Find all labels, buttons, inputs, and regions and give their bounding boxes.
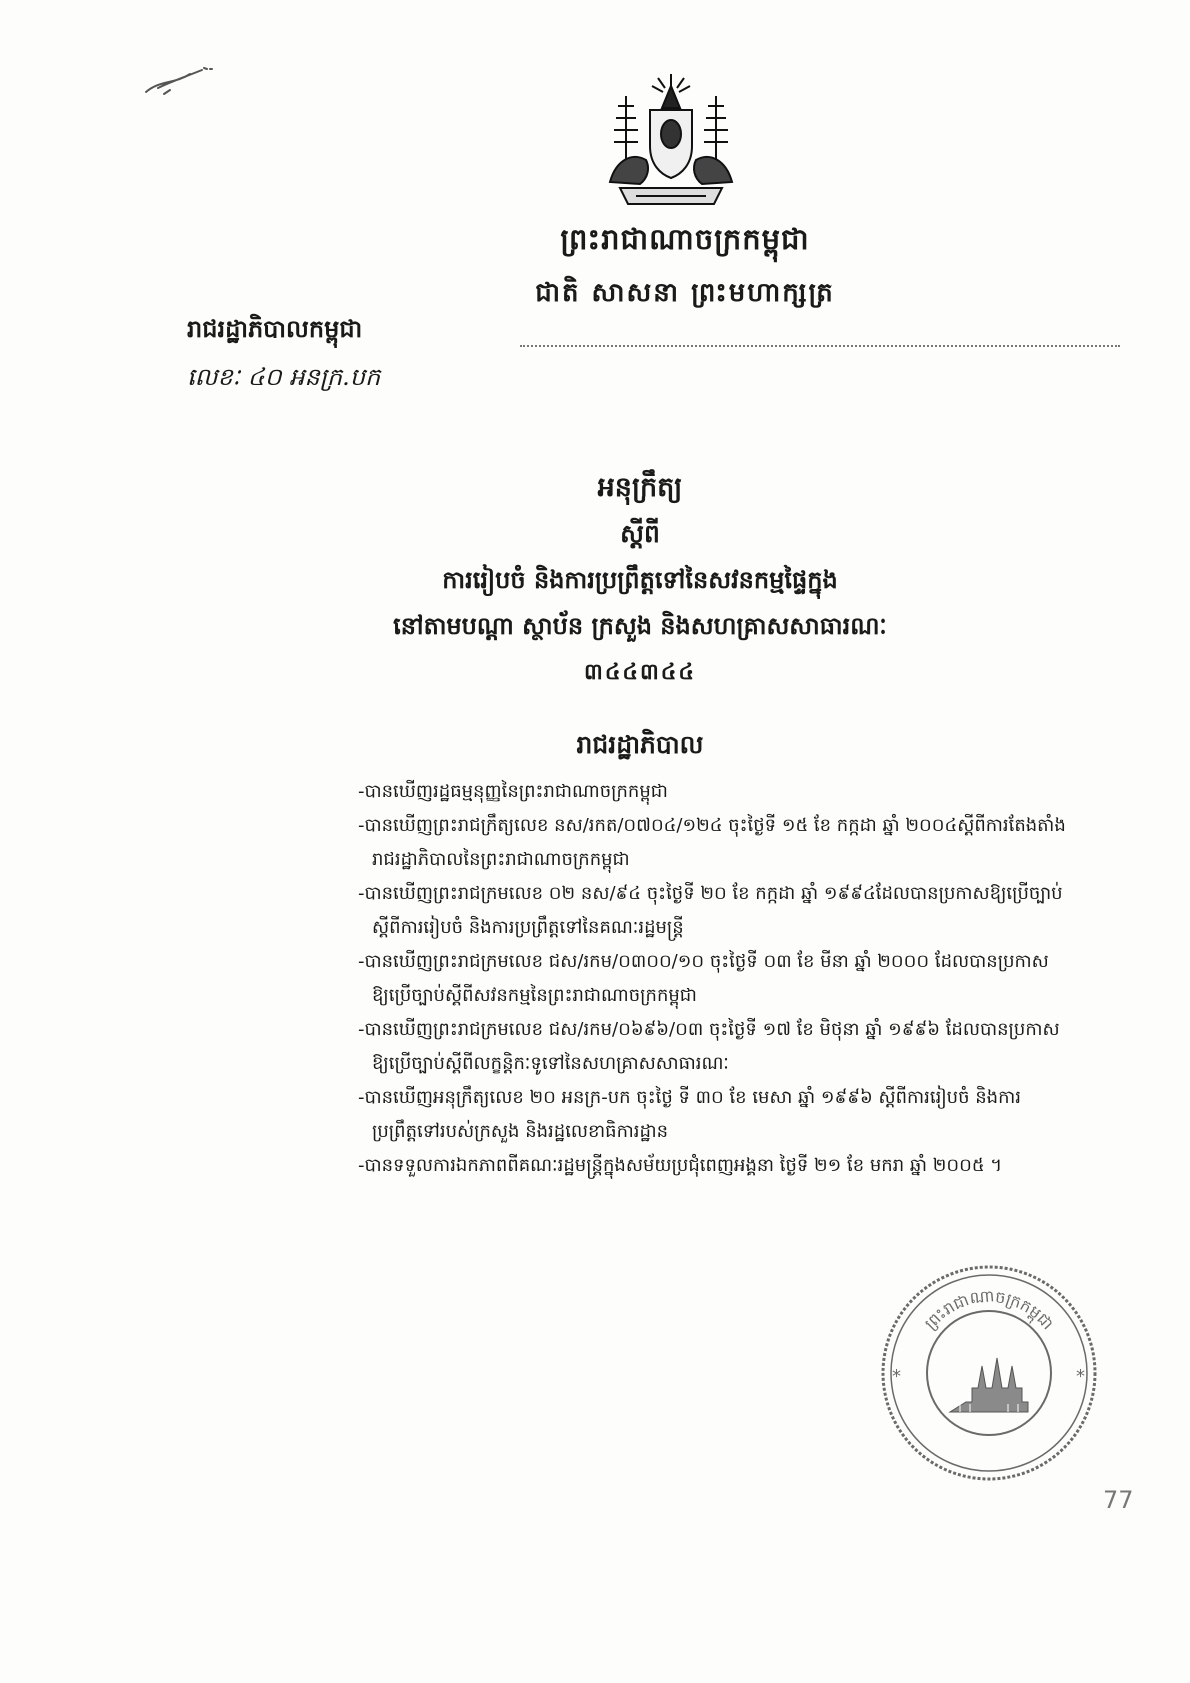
consideration-item-continuation: ឱ្យប្រើច្បាប់ស្តីពីលក្ខន្តិកៈទូទៅនៃសហគ្រាសសាធារណៈ xyxy=(372,1053,729,1074)
considerations-list xyxy=(358,775,1118,1183)
title-line-2: នៅតាមបណ្តា ស្ថាប័ន ក្រសួង និងសហគ្រាសសាធារណៈ xyxy=(393,611,887,640)
svg-text:*: * xyxy=(892,1366,901,1387)
consideration-item: -បានឃើញរដ្ឋធម្មនុញ្ញនៃព្រះរាជាណាចក្រកម្ពុជា xyxy=(358,781,668,802)
title-line-1: ការរៀបចំ និងការប្រព្រឹត្តទៅនៃសវនកម្មផ្ទៃក្នុង xyxy=(442,565,838,594)
kingdom-name: ព្រះរាជាណាចក្រកម្ពុជា xyxy=(560,222,810,256)
handwritten-mark-icon xyxy=(140,62,220,102)
consideration-item-continuation: ស្តីពីការរៀបចំ និងការប្រព្រឹត្តទៅនៃគណៈរដ្ឋមន្ត្រី xyxy=(372,917,684,938)
consideration-item: -បានឃើញព្រះរាជក្រមលេខ ជស/រកម/០៣០០/១០ ចុះថ្ងៃទី ០៣ ខែ មីនា ឆ្នាំ ២០០០ ដែលបានប្រកាស xyxy=(358,951,1049,972)
consideration-item-continuation: រាជរដ្ឋាភិបាលនៃព្រះរាជាណាចក្រកម្ពុជា xyxy=(372,849,630,870)
consideration-item: -បានឃើញអនុក្រឹត្យលេខ ២០ អនក្រ-បក ចុះថ្ងៃ ទី ៣០ ខែ មេសា ឆ្នាំ ១៩៩៦ ស្តីពីការរៀបចំ និងការ xyxy=(358,1087,1021,1108)
consideration-item: -បានឃើញព្រះរាជក្រឹត្យលេខ នស/រកត/០៧០៤/១២៤ ចុះថ្ងៃទី ១៥ ខែ កក្កដា ឆ្នាំ ២០០៤ស្តីពីការតែងតាំង xyxy=(358,815,1066,836)
document-type: អនុក្រឹត្យ xyxy=(597,472,683,503)
document-title-block xyxy=(300,465,980,695)
page-number: 77 xyxy=(1103,1486,1134,1514)
consideration-item: -បានឃើញព្រះរាជក្រមលេខ ជស/រកម/០៦៩៦/០៣ ចុះថ្ងៃទី ១៧ ខែ មិថុនា ឆ្នាំ ១៩៩៦ ដែលបានប្រកាស xyxy=(358,1019,1060,1040)
subject-word: ស្តីពី xyxy=(620,519,660,548)
royal-arms-icon xyxy=(596,72,746,212)
official-seal-icon xyxy=(878,1262,1100,1484)
document-reference-number: លេខៈ ៤០ អនក្រ.បក xyxy=(187,363,381,391)
national-motto: ជាតិ សាសនា ព្រះមហាក្សត្រ xyxy=(535,278,835,308)
seal-lettering: ព្រះរាជាណាចក្រកម្ពុជា xyxy=(920,1286,1058,1334)
svg-text:*: * xyxy=(1076,1366,1085,1387)
issuing-authority: រាជរដ្ឋាភិបាលកម្ពុជា xyxy=(187,314,363,343)
government-heading: រាជរដ្ឋាភិបាល xyxy=(576,730,704,759)
title-ornament: ៣៤៤៣៤៤ xyxy=(584,659,696,685)
consideration-item-continuation: ប្រព្រឹត្តទៅរបស់ក្រសួង និងរដ្ឋលេខាធិការដ្ឋាន xyxy=(372,1121,669,1142)
consideration-item: -បានឃើញព្រះរាជក្រមលេខ ០២ នស/៩៤ ចុះថ្ងៃទី ២០ ខែ កក្កដា ឆ្នាំ ១៩៩៤ដែលបានប្រកាសឱ្យប្រើច្បាប់ xyxy=(358,883,1063,904)
consideration-item: -បានទទួលការឯកភាពពីគណៈរដ្ឋមន្ត្រីក្នុងសម័យប្រជុំពេញអង្គនា ថ្ងៃទី ២១ ខែ មករា ឆ្នាំ ២០០៥ ។ xyxy=(358,1155,1003,1176)
consideration-item-continuation: ឱ្យប្រើច្បាប់ស្តីពីសវនកម្មនៃព្រះរាជាណាចក្រកម្ពុជា xyxy=(372,985,697,1006)
header-dotted-rule xyxy=(520,345,1120,347)
svg-text:ព្រះរាជាណាចក្រកម្ពុជា xyxy=(921,1286,1058,1333)
